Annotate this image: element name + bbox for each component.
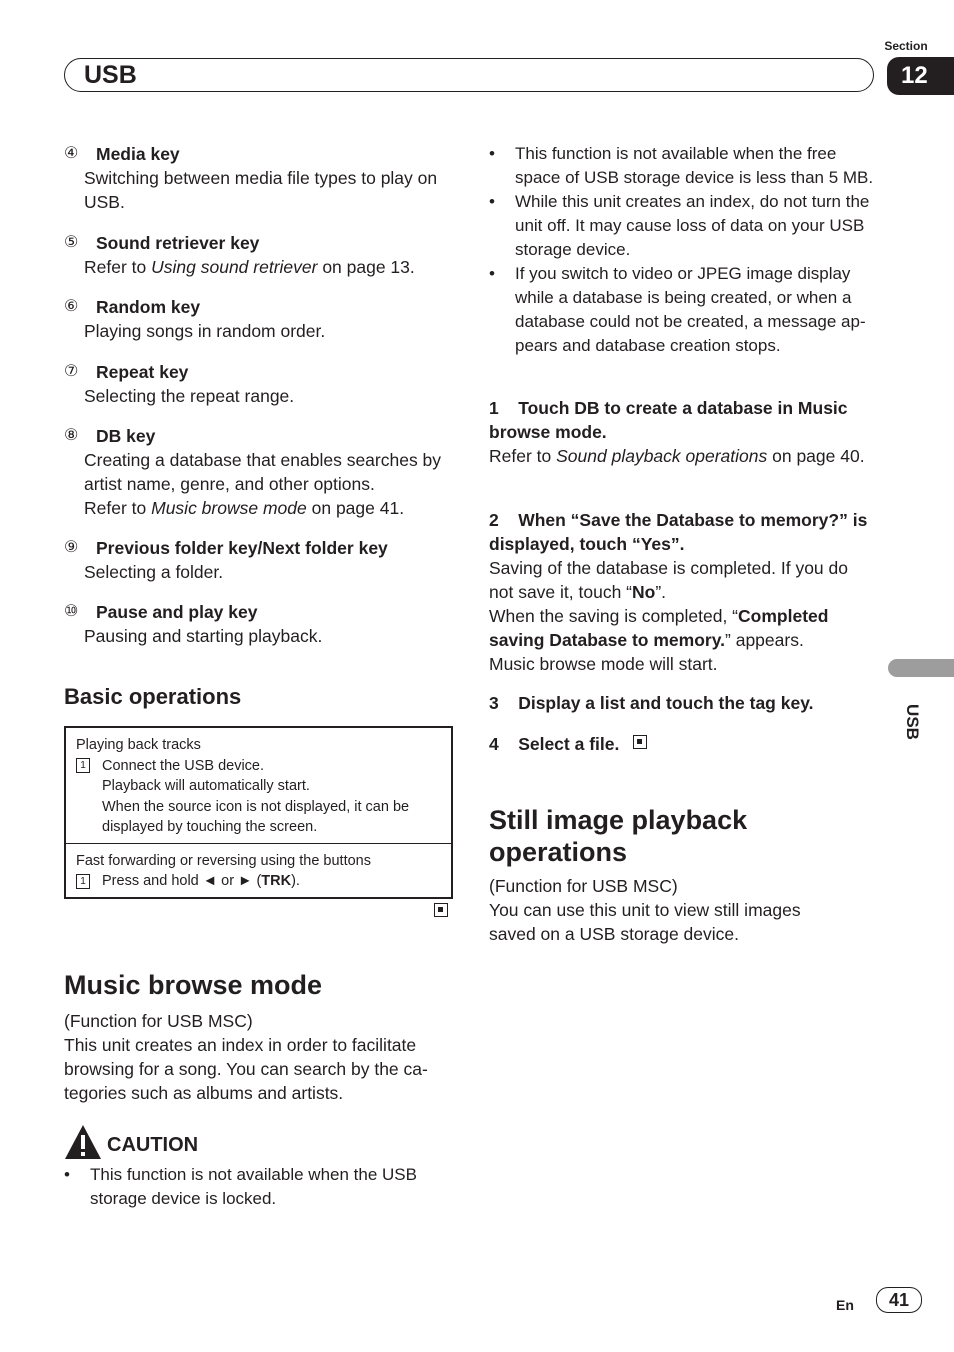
still-image-text: (Function for USB MSC) You can use this unit to view still images saved on a USB storage device.	[489, 876, 801, 944]
list-item: • This function is not available when the free space of USB storage device is less than 5 MB.	[489, 144, 874, 187]
page-number: 41	[876, 1287, 922, 1313]
music-browse-heading: Music browse mode	[64, 970, 323, 1000]
key-item-repeat: ⑦ Repeat key Selecting the repeat range.	[64, 362, 295, 406]
music-browse-text: (Function for USB MSC) This unit creates an index in order to facilitate browsing for a song. You can search by the ca-tegories such as albums and artists.	[64, 1011, 428, 1103]
key-item-sound-retriever: ⑤ Sound retriever key Refer to Using sound retriever on page 13.	[64, 233, 415, 277]
section-label: Section	[884, 39, 928, 53]
box-section-fast-forward: Fast forwarding or reversing using the buttons 1 Press and hold ◄ or ► (TRK).	[66, 843, 451, 897]
warning-icon	[64, 1124, 102, 1160]
notes-list	[489, 142, 875, 358]
step-3: 3 Display a list and touch the tag key.	[489, 693, 814, 713]
end-mark-icon	[633, 735, 647, 749]
section-number: 12	[887, 57, 954, 95]
list-item: • While this unit creates an index, do not turn the unit off. It may cause loss of data on your USB storage device.	[489, 192, 870, 259]
key-item-media: ④ Media key Switching between media file types to play on USB.	[64, 144, 438, 212]
caution-label: CAUTION	[107, 1134, 199, 1156]
still-image-heading: Still image playback operations	[489, 805, 748, 867]
footer-language: En	[836, 1297, 854, 1313]
box-section-playing: Playing back tracks 1 Connect the USB device. Playback will automatically start. When the source icon is not displayed, it can be displayed by touching the screen.	[76, 737, 410, 835]
end-mark-icon	[434, 903, 448, 917]
key-item-pause-play: ⑩ Pause and play key Pausing and starting playback.	[64, 602, 323, 646]
side-tab-label: USB	[903, 704, 922, 740]
side-tab-marker	[888, 659, 954, 677]
key-item-db: ⑧ DB key Creating a database that enables searches by artist name, genre, and other options. Refer to Music browse mode on page 41.	[64, 426, 442, 518]
basic-operations-heading: Basic operations	[64, 684, 242, 709]
page-title: USB	[84, 61, 137, 89]
key-item-random: ⑥ Random key Playing songs in random order.	[64, 297, 326, 341]
list-item: • If you switch to video or JPEG image display while a database is being created, or when a database could not be created, a message ap-pears and database creation stops.	[489, 264, 866, 355]
header-bar	[64, 58, 874, 92]
step-1: 1 Touch DB to create a database in Music browse mode. Refer to Sound playback operations on page 40.	[489, 398, 865, 466]
basic-operations-box	[64, 726, 453, 899]
step-2: 2 When “Save the Database to memory?” is displayed, touch “Yes”. Saving of the database is completed. If you do not save it, touch “No”. When the saving is completed, “Completed saving Database to memory.” appears. Music browse mode will start.	[489, 510, 868, 674]
step-4: 4 Select a file.	[489, 734, 620, 754]
key-item-folder: ⑨ Previous folder key/Next folder key Selecting a folder.	[64, 538, 388, 582]
caution-list: • This function is not available when the USB storage device is locked.	[64, 1165, 417, 1208]
